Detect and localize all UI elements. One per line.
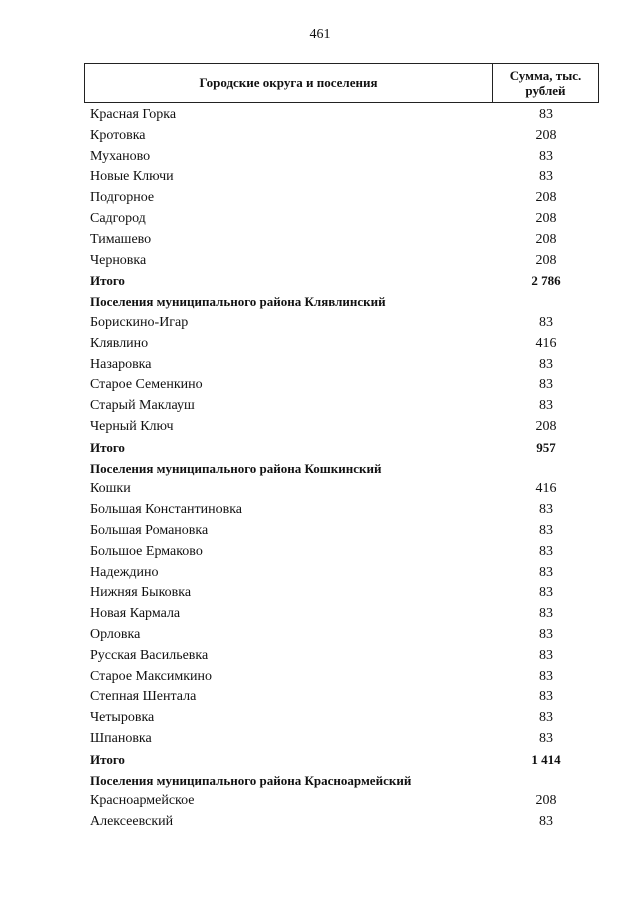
table-row (0, 375, 640, 396)
amount-value: 83 (539, 606, 553, 622)
table-row (0, 479, 640, 500)
amount-value: 83 (539, 730, 553, 746)
settlement-name: Нижняя Быковка (90, 585, 192, 601)
total-row (0, 438, 640, 459)
table-row (0, 687, 640, 708)
settlement-name: Старый Маклауш (90, 398, 195, 414)
amount-value: 83 (539, 502, 553, 518)
amount-value: 208 (535, 210, 557, 226)
table-row (0, 209, 640, 230)
table-row (0, 563, 640, 584)
settlement-name: Кротовка (90, 127, 146, 143)
settlement-name: Подгорное (90, 190, 155, 206)
settlement-name: Шпановка (90, 730, 152, 746)
settlement-name: Черный Ключ (90, 418, 174, 434)
page-number: 461 (309, 27, 331, 42)
amount-value: 83 (539, 647, 553, 663)
amount-value: 83 (539, 689, 553, 705)
amount-value: 83 (539, 710, 553, 726)
settlement-name: Большая Романовка (90, 522, 209, 538)
amount-value: 208 (535, 793, 557, 809)
settlement-name: Итого (90, 751, 125, 767)
settlement-name: Большая Константиновка (90, 502, 243, 518)
settlement-name: Степная Шентала (90, 689, 197, 705)
table-row (0, 500, 640, 521)
table-row (0, 355, 640, 376)
amount-value: 83 (539, 107, 553, 122)
settlement-name: Клявлино (90, 335, 149, 351)
table-row (0, 625, 640, 646)
section-heading-row (0, 459, 640, 480)
settlement-name: Кошки (90, 481, 131, 497)
table-row (0, 230, 640, 251)
settlement-name: Русская Васильевка (90, 647, 209, 663)
settlement-name: Назаровка (90, 356, 152, 372)
table-row (0, 396, 640, 417)
section-heading: Поселения муниципального района Кошкинский (90, 460, 382, 476)
amount-value: 83 (539, 543, 553, 559)
table-row (0, 313, 640, 334)
settlement-name: Алексеевский (90, 814, 174, 830)
settlement-name: Новая Кармала (90, 606, 181, 622)
table-body (0, 105, 640, 833)
table-row (0, 542, 640, 563)
settlement-name: Итого (90, 439, 125, 455)
section-heading-row (0, 292, 640, 313)
amount-value: 83 (539, 398, 553, 414)
table-row (0, 147, 640, 168)
settlement-name: Черновка (90, 252, 147, 268)
settlement-name: Старое Семенкино (90, 377, 203, 393)
table-row (0, 417, 640, 438)
amount-value: 83 (539, 668, 553, 684)
section-heading: Поселения муниципального района Красноармейский (90, 772, 412, 788)
amount-value: 208 (535, 252, 557, 268)
table-row (0, 167, 640, 188)
amount-value: 416 (535, 481, 557, 497)
column-header-sum-line2: рублей (525, 83, 566, 98)
table-row (0, 583, 640, 604)
total-row (0, 271, 640, 292)
amount-value: 83 (539, 314, 553, 330)
settlement-name: Большое Ермаково (90, 543, 203, 559)
amount-value: 1 414 (531, 751, 561, 767)
amount-value: 83 (539, 356, 553, 372)
table-row (0, 812, 640, 833)
section-heading-row (0, 771, 640, 792)
amount-value: 83 (539, 169, 553, 185)
amount-value: 83 (539, 814, 553, 830)
table-row (0, 791, 640, 812)
amount-value: 208 (535, 231, 557, 247)
table-row (0, 604, 640, 625)
column-header-name: Городские округа и поселения (85, 64, 493, 102)
amount-value: 416 (535, 335, 557, 351)
table-row (0, 729, 640, 750)
settlement-name: Борискино-Игар (90, 314, 189, 330)
settlement-name: Тимашево (90, 231, 152, 247)
table-row (0, 188, 640, 209)
amount-value: 208 (535, 127, 557, 143)
settlement-name: Садгород (90, 210, 146, 226)
amount-value: 83 (539, 626, 553, 642)
settlement-name: Муханово (90, 148, 151, 164)
settlement-name: Орловка (90, 626, 141, 642)
settlement-name: Итого (90, 273, 125, 289)
table-header (84, 63, 599, 103)
amount-value: 2 786 (531, 273, 561, 289)
amount-value: 83 (539, 377, 553, 393)
column-header-sum (493, 64, 598, 102)
amount-value: 208 (535, 190, 557, 206)
total-row (0, 750, 640, 771)
settlement-name: Старое Максимкино (90, 668, 213, 684)
settlement-name: Четыровка (90, 710, 155, 726)
amount-value: 83 (539, 564, 553, 580)
table-row (0, 251, 640, 272)
section-heading: Поселения муниципального района Клявлинский (90, 294, 386, 310)
table-row (0, 105, 640, 126)
amount-value: 83 (539, 585, 553, 601)
table-row (0, 126, 640, 147)
settlement-name: Надеждино (90, 564, 159, 580)
column-header-sum-line1: Сумма, тыс. (509, 68, 582, 83)
settlement-name: Красноармейское (90, 793, 195, 809)
table-row (0, 708, 640, 729)
amount-value: 83 (539, 148, 553, 164)
settlement-name: Красная Горка (90, 107, 177, 122)
settlement-name: Новые Ключи (90, 169, 174, 185)
table-row (0, 521, 640, 542)
table-row (0, 334, 640, 355)
table-row (0, 646, 640, 667)
amount-value: 957 (536, 439, 556, 455)
amount-value: 83 (539, 522, 553, 538)
amount-value: 208 (535, 418, 557, 434)
table-row (0, 667, 640, 688)
